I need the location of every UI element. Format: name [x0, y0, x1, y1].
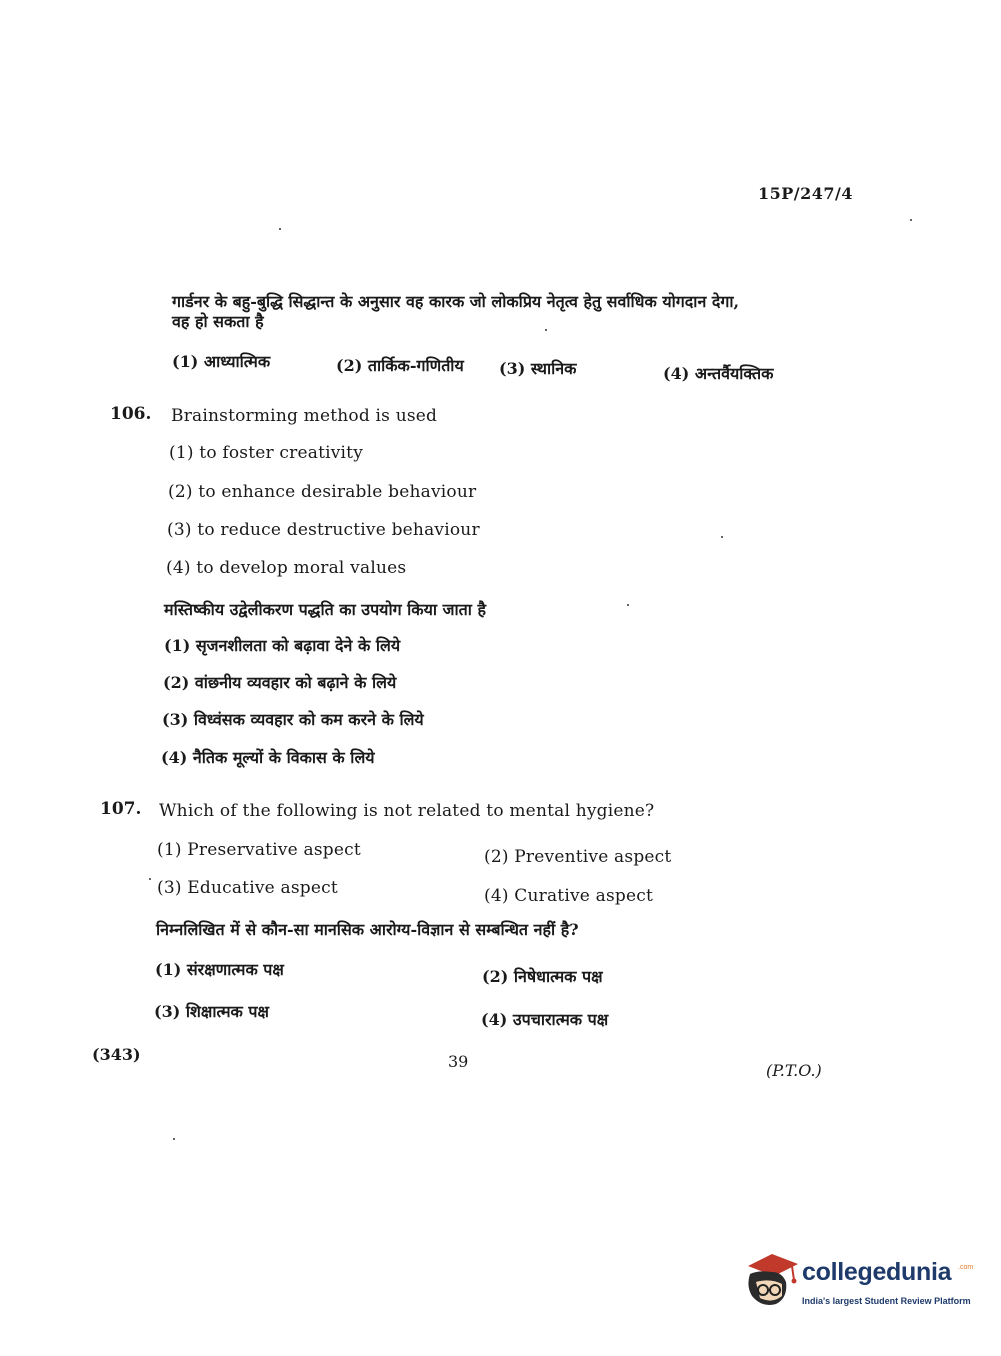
q106-hindi-stem: मस्तिष्कीय उद्वेलीकरण पद्धति का उपयोग किया जाता है	[164, 600, 486, 619]
q105-hindi-stem-line1: गार्डनर के बहु-बुद्धि सिद्धान्त के अनुसार वह कारक जो लोकप्रिय नेतृत्व हेतु सर्वाधिक योगदान देगा,	[172, 292, 740, 311]
q106-hindi-option-4: (4) नैतिक मूल्यों के विकास के लिये	[161, 748, 375, 767]
scan-speck	[279, 228, 281, 230]
collegedunia-logo	[742, 1250, 972, 1320]
student-mascot-icon	[742, 1250, 800, 1312]
q107-hindi-option-3: (3) शिक्षात्मक पक्ष	[154, 1002, 269, 1021]
scan-speck	[173, 1138, 175, 1140]
q107-hindi-stem: निम्नलिखित में से कौन-सा मानसिक आरोग्य-विज्ञान से सम्बन्धित नहीं है?	[156, 920, 579, 939]
q106-option-4: (4) to develop moral values	[166, 558, 407, 578]
scan-speck	[627, 604, 629, 606]
q106-option-3: (3) to reduce destructive behaviour	[167, 520, 480, 540]
q107-option-4: (4) Curative aspect	[484, 886, 653, 906]
scan-speck	[721, 536, 723, 538]
q107-hindi-option-2: (2) निषेधात्मक पक्ष	[482, 967, 603, 986]
q107-option-2: (2) Preventive aspect	[484, 847, 672, 867]
scan-speck	[149, 878, 151, 880]
q105-hindi-option-3: (3) स्थानिक	[499, 359, 577, 378]
q105-hindi-option-4: (4) अन्तर्वैयक्तिक	[663, 364, 774, 383]
q106-option-1: (1) to foster creativity	[169, 443, 364, 463]
scan-speck	[910, 219, 912, 221]
q105-hindi-option-1: (1) आध्यात्मिक	[172, 352, 271, 371]
q107-hindi-option-1: (1) संरक्षणात्मक पक्ष	[155, 960, 284, 979]
q107-option-3: (3) Educative aspect	[157, 878, 338, 898]
q106-stem: Brainstorming method is used	[171, 406, 438, 426]
q107-stem: Which of the following is not related to mental hygiene?	[159, 801, 655, 821]
logo-suffix: .com	[958, 1264, 974, 1271]
footer-code: (343)	[92, 1045, 141, 1064]
q105-hindi-stem-line2: वह हो सकता है	[172, 312, 264, 331]
q106-hindi-option-3: (3) विध्वंसक व्यवहार को कम करने के लिये	[162, 710, 424, 729]
logo-wordmark: collegedunia	[802, 1258, 952, 1286]
pto-label: (P.T.O.)	[766, 1061, 822, 1080]
q106-option-2: (2) to enhance desirable behaviour	[168, 482, 477, 502]
q106-hindi-option-2: (2) वांछनीय व्यवहार को बढ़ाने के लिये	[163, 673, 397, 692]
q106-number: 106.	[110, 404, 152, 424]
logo-tagline: India's largest Student Review Platform	[802, 1296, 971, 1306]
q107-hindi-option-4: (4) उपचारात्मक पक्ष	[481, 1010, 609, 1029]
q105-hindi-option-2: (2) तार्किक-गणितीय	[336, 356, 464, 375]
page-number: 39	[448, 1052, 469, 1071]
q106-hindi-option-1: (1) सृजनशीलता को बढ़ावा देने के लिये	[164, 636, 401, 655]
scan-speck	[545, 329, 547, 331]
q107-option-1: (1) Preservative aspect	[157, 840, 361, 860]
paper-code: 15P/247/4	[758, 184, 854, 203]
q107-number: 107.	[100, 799, 142, 819]
